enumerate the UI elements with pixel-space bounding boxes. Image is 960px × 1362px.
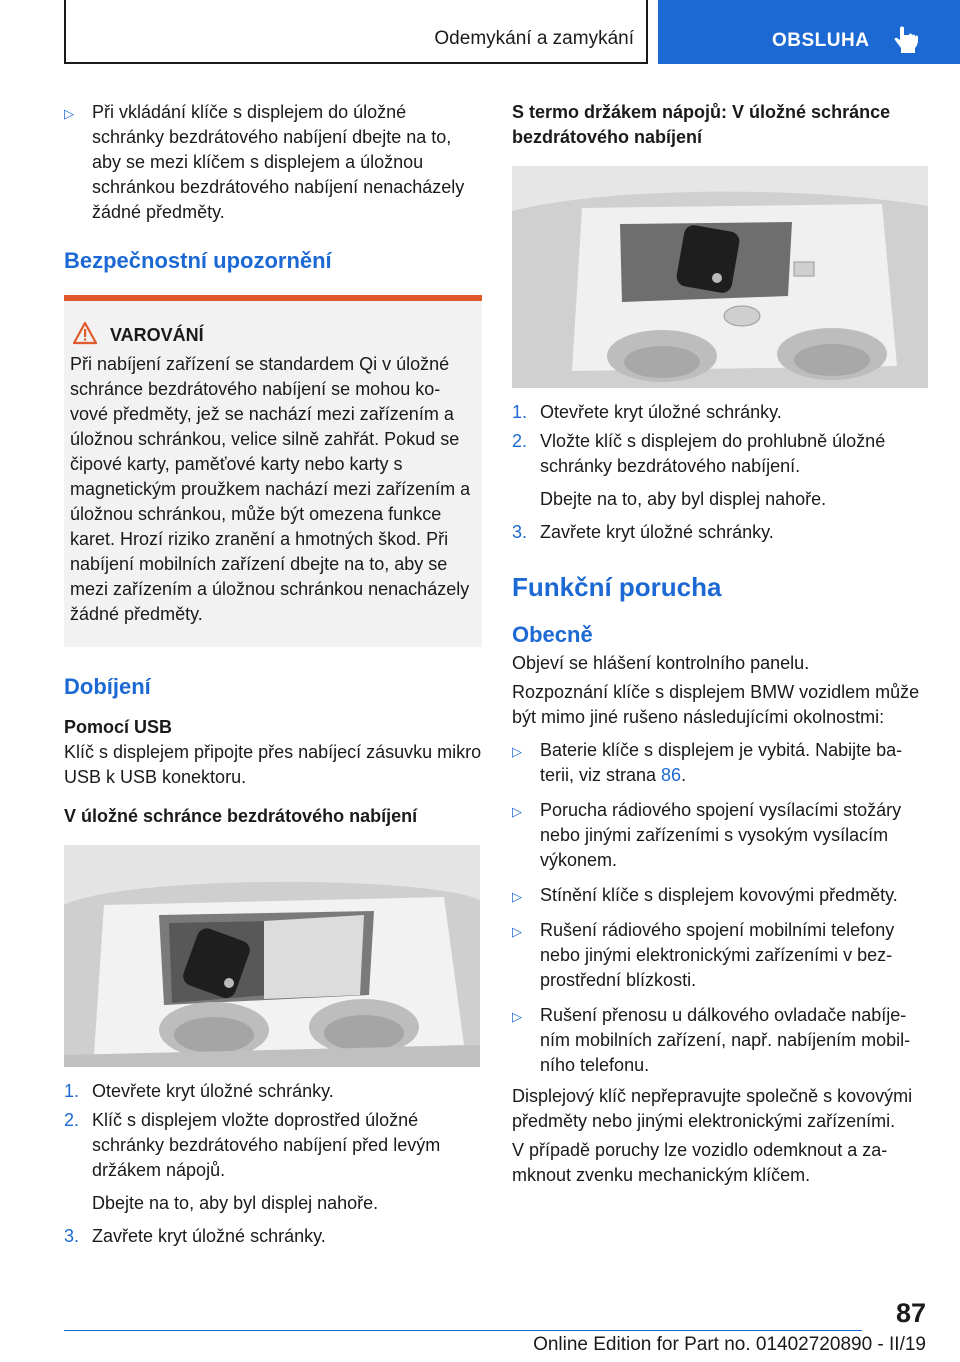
warning-box: [64, 295, 482, 647]
wireless-steps-list: [64, 1079, 482, 1249]
fault-heading: Funkční porucha: [512, 572, 722, 602]
list-item: ▷ Rušení přenosu u dálkového ovladače nabíjením mobilních zařízení, např. nabíjením mobilního telefonu.: [512, 1005, 911, 1075]
paragraph-metal-objects: Displejový klíč nepřepravujte společně s kovovými předměty nebo jinými elektronickými zařízeními.: [512, 1086, 913, 1131]
step-note: Dbejte na to, aby byl displej nahoře.: [92, 1193, 379, 1213]
photo-wireless-tray: [64, 845, 480, 1067]
thermo-steps-list: [512, 400, 928, 545]
usb-text: Klíč s displejem připojte přes nabíjecí zásuvku mikro USB k USB konektoru.: [64, 742, 482, 787]
intro-bullet-list: [64, 100, 482, 225]
footer-divider: [64, 1330, 862, 1331]
triangle-bullet-icon: ▷: [512, 924, 522, 939]
general-heading: Obecně: [512, 622, 593, 647]
paragraph-mechanical-key: V případě poruchy lze vozidlo odemknout a zamknout zvenku mechanickým klíčem.: [512, 1140, 888, 1185]
list-item: 2. Vložte klíč s displejem do prohlubně úložné schránky bezdrátového nabíjení. Dbejte na to, aby byl displej nahoře.: [512, 429, 928, 512]
pointing-hand-icon: [894, 26, 920, 54]
general-paragraph-2: Rozpoznání klíče s displejem BMW vozidlem může být mimo jiné rušeno následujícími okolnostmi:: [512, 682, 920, 727]
page-number: 87: [895, 1298, 926, 1328]
section-title: OBSLUHA: [772, 30, 870, 51]
safety-heading: Bezpečnostní upozornění: [64, 248, 332, 273]
list-item: 2. Klíč s displejem vložte doprostřed úložné schránky bezdrátového nabíjení před levým držákem nápojů. Dbejte na to, aby byl displej nahoře.: [64, 1108, 482, 1216]
edition-info: Online Edition for Part no. 01402720890 - II/19: [533, 1334, 926, 1355]
triangle-bullet-icon: ▷: [64, 106, 74, 121]
step-note: Dbejte na to, aby byl displej nahoře.: [540, 489, 827, 509]
list-item: ▷ Baterie klíče s displejem je vybitá. Nabijte baterii, viz strana 86.: [512, 740, 903, 785]
triangle-bullet-icon: ▷: [512, 804, 522, 819]
charging-heading: Dobíjení: [64, 674, 151, 699]
list-item: ▷ Porucha rádiového spojení vysílacími stožáry nebo jinými zařízeními s vysokým vysílacím výkonem.: [512, 800, 902, 870]
warning-text: Při nabíjení zařízení se standardem Qi v úložné schránce bezdrátového nabíjení se mohou kovové předměty, jež se nachází mezi zařízením a úložnou schránkou, velice silně zahřát. Pokud se čipové karty, paměťové karty nebo karty s magnetickým proužkem nachází mezi zařízením a úložnou schránkou, může být omezena funkce karet. Hrozí riziko zranění a hmotných škod. Při nabíjení mobilních zařízení dbejte na to, aby se mezi zařízením a úložnou schránkou nenacházely žádné předměty.: [70, 354, 471, 624]
thermo-tray-illustration: [512, 166, 928, 388]
disturbance-bullet-list: [512, 738, 928, 1078]
triangle-bullet-icon: ▷: [512, 744, 522, 759]
wireless-heading: V úložné schránce bezdrátového nabíjení: [64, 806, 418, 826]
warning-triangle-icon: [72, 321, 98, 345]
list-item: ▷ Stínění klíče s displejem kovovými předměty.: [512, 883, 928, 908]
triangle-bullet-icon: ▷: [512, 889, 522, 904]
list-item: ▷ Rušení rádiového spojení mobilními telefony nebo jinými elektronickými zařízeními v bezprostřední blízkosti.: [512, 920, 895, 990]
list-item: 1. Otevřete kryt úložné schránky.: [64, 1081, 334, 1101]
chapter-title: Odemykání a zamykání: [434, 28, 634, 49]
general-paragraph-1: Objeví se hlášení kontrolního panelu.: [512, 653, 810, 673]
list-item: 1. Otevřete kryt úložné schránky.: [512, 402, 782, 422]
list-item: 3. Zavřete kryt úložné schránky.: [512, 522, 774, 542]
right-column: [512, 100, 928, 1188]
tray-illustration: [64, 845, 480, 1067]
page-link[interactable]: 86: [661, 765, 682, 785]
thermo-heading: S termo držákem nápojů: V úložné schránce bezdrátového nabíjení: [512, 102, 891, 147]
list-item: ▷ Při vkládání klíče s displejem do úložné schránky bezdrátového nabíjení dbejte na to, aby se mezi klíčem s displejem a úložnou schránkou bezdrátového nabíjení nenacházely žádné předměty.: [64, 102, 465, 222]
header-chapter-box: [64, 0, 648, 64]
list-item: 3. Zavřete kryt úložné schránky.: [64, 1226, 326, 1246]
header-section-tab: [658, 0, 960, 64]
left-column: [64, 100, 482, 1249]
warning-label: VAROVÁNÍ: [110, 325, 472, 346]
triangle-bullet-icon: ▷: [512, 1009, 522, 1024]
usb-heading: Pomocí USB: [64, 717, 173, 737]
photo-thermo-tray: [512, 166, 928, 388]
